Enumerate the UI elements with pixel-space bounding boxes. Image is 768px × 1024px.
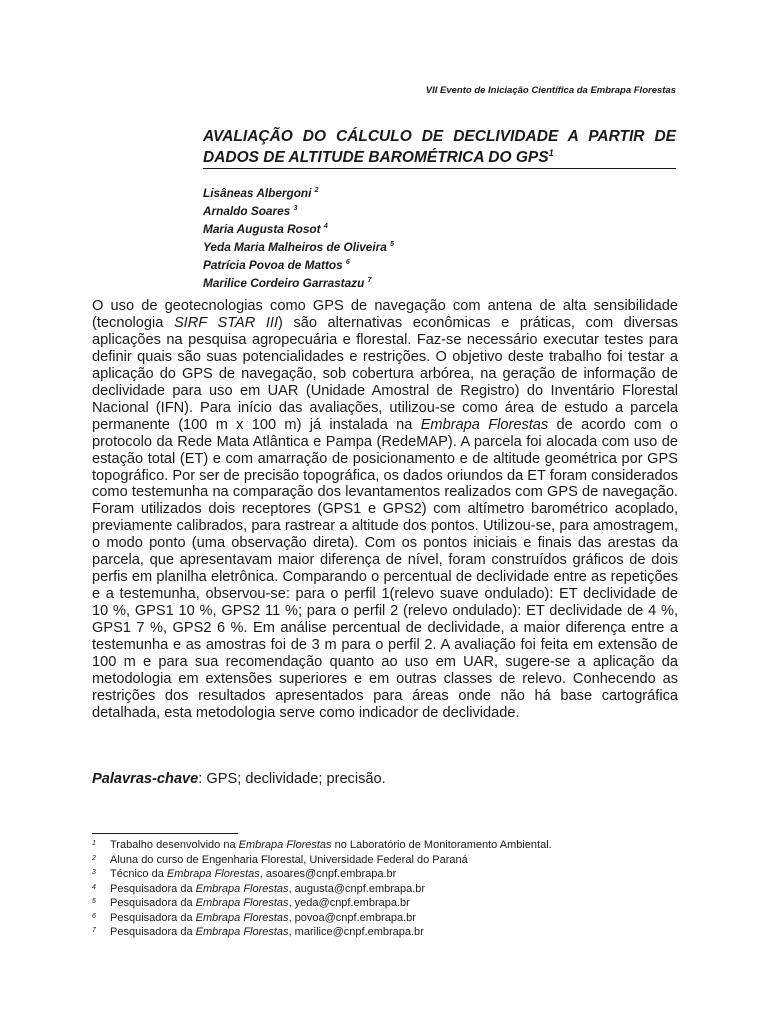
keywords-label: Palavras-chave	[92, 771, 199, 787]
keywords-value: : GPS; declividade; precisão.	[198, 771, 386, 787]
footnote: 2 Aluna do curso de Engenharia Florestal, Universidade Federal do Paraná	[92, 853, 468, 866]
footnote: 1 Trabalho desenvolvido na Embrapa Florestas no Laboratório de Monitoramento Ambiental.	[92, 839, 552, 851]
footnote: 5 Pesquisadora da Embrapa Florestas, yeda@cnpf.embrapa.br	[92, 897, 410, 909]
keywords	[92, 771, 386, 788]
author-list	[203, 183, 394, 291]
paper-title	[203, 128, 676, 169]
author: Arnaldo Soares $^3$	[203, 203, 298, 218]
footnote: 6 Pesquisadora da Embrapa Florestas, povoa@cnpf.embrapa.br	[92, 911, 416, 924]
footnote: 3 Técnico da Embrapa Florestas, asoares@cnpf.embrapa.br	[92, 868, 397, 880]
paper-title-text: AVALIAÇÃO DO CÁLCULO DE DECLIVIDADE A PARTIR DE DADOS DE ALTITUDE BAROMÉTRICA DO GPS	[203, 128, 676, 167]
event-header: VII Evento de Iniciação Científica da Embrapa Florestas	[425, 85, 676, 96]
footnote: 4 Pesquisadora da Embrapa Florestas, augusta@cnpf.embrapa.br	[92, 882, 426, 895]
footnote-divider	[92, 833, 238, 834]
footnote-list	[92, 838, 552, 940]
abstract-paragraph: O uso de geotecnologias como GPS de navegação com antena de alta sensibilidade (tecnologia SIRF STAR III) são alternativas econômicas e práticas, com diversas aplicações na pesquisa agropecuária e florestal. Faz-se necessário executar testes para definir quais são suas potencialidades e restrições. O objetivo deste trabalho foi testar a aplicação do GPS de navegação, sob cobertura arbórea, na geração de informação de declividade para uso em UAR (Unidade Amostral de Registro) do Inventário Florestal Nacional (IFN). Para início das avaliações, utilizou-se como área de estudo a parcela permanente (100 m x 100 m) já instalada na Embrapa Florestas de acordo com o protocolo da Rede Mata Atlântica e Pampa (RedeMAP). A parcela foi alocada com uso de estação total (ET) e com amarração de posicionamento e de altitude geométrica por GPS topográfico. Por ser de precisão topográfica, os dados oriundos da ET foram considerados como testemunha na comparação dos levantamentos realizados com GPS de navegação. Foram utilizados dois receptores (GPS1 e GPS2) com altímetro barométrico acoplado, previamente calibrados, para rastrear a altitude dos pontos. Utilizou-se, para amostragem, o modo ponto (uma observação direta). Com os pontos iniciais e finais das arestas da parcela, que apresentavam maior diferença de nível, foram construídos gráficos de dois perfis em planilha eletrônica. Comparando o percentual de declividade entre as repetições e a testemunha, observou-se: para o perfil 1(relevo suave ondulado): ET declividade de 10 %, GPS1 10 %, GPS2 11 %; para o perfil 2 (relevo ondulado): ET declividade de 4 %, GPS1 7 %, GPS2 6 %. Em análise percentual de declividade, a maior diferença entre a testemunha e as amostras foi de 3 m para o perfil 2. A avaliação foi feita em extensão de 100 m e para sua recomendação quanto ao uso em UAR, sugere-se a aplicação da metodologia em extensões superiores e em outras classes de relevo. Conhecendo as restrições dos resultados apresentados para áreas onde não há base cartográfica detalhada, esta metodologia serve como indicador de declividade.	[92, 298, 678, 721]
title-footnote-ref: 1	[548, 148, 554, 158]
author: Patrícia Povoa de Mattos $^6$	[203, 257, 350, 272]
author: Yeda Maria Malheiros de Oliveira $^5$	[203, 239, 394, 254]
footnote: 7 Pesquisadora da Embrapa Florestas, marilice@cnpf.embrapa.br	[92, 926, 424, 938]
author: Lisâneas Albergoni $^2$	[203, 185, 319, 200]
author: Maria Augusta Rosot $^4$	[203, 221, 328, 236]
author: Marilice Cordeiro Garrastazu $^7$	[203, 275, 372, 290]
